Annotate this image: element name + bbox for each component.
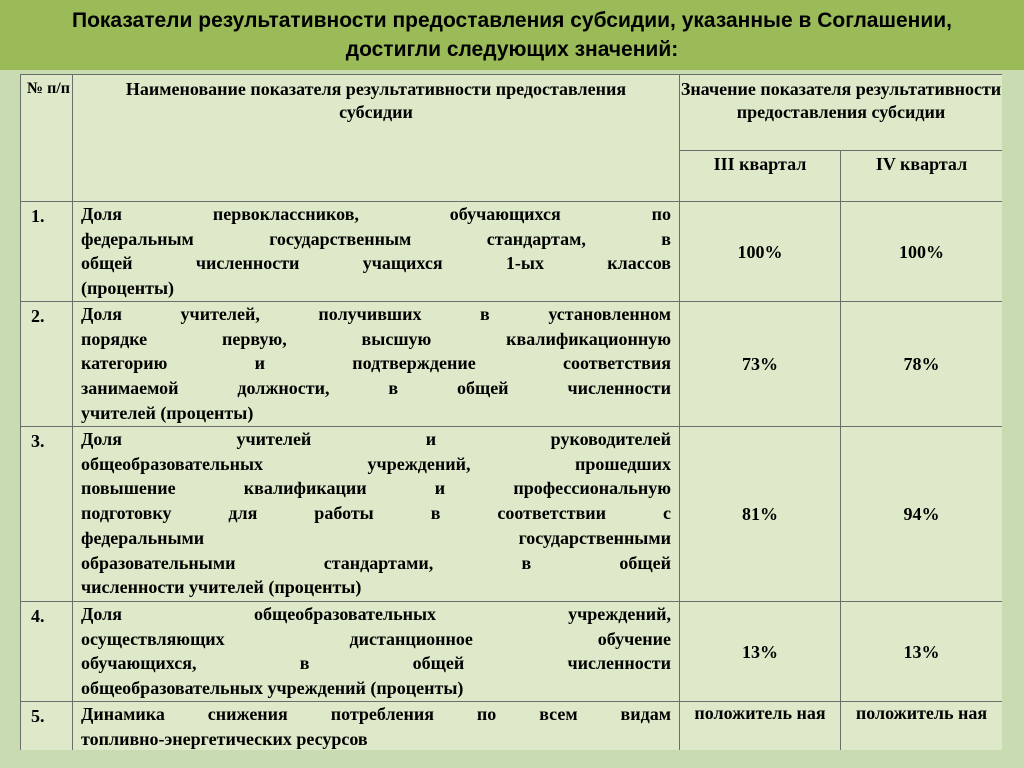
value-q3: 100% bbox=[680, 202, 841, 302]
table-body bbox=[21, 202, 1003, 751]
value-q4: 94% bbox=[841, 427, 1003, 602]
header-name: Наименование показателя результативности предоставления субсидии bbox=[73, 75, 680, 202]
indicator-name-line: осуществляющих дистанционное обучение bbox=[81, 628, 671, 649]
row-number: 2. bbox=[21, 302, 73, 427]
row-number: 4. bbox=[21, 602, 73, 702]
indicator-name-line: топливно-энергетических ресурсов bbox=[81, 728, 368, 749]
indicator-name-line: повышение квалификации и профессиональную bbox=[81, 478, 671, 499]
indicator-name-line: категорию и подтверждение соответствия bbox=[81, 353, 671, 374]
indicator-name-line: Доля общеобразовательных учреждений, bbox=[81, 604, 671, 624]
indicator-name-line: федеральными государственными bbox=[81, 527, 671, 548]
value-q3: 81% bbox=[680, 427, 841, 602]
value-q3: положитель ная bbox=[680, 702, 841, 751]
table-row bbox=[21, 702, 1003, 751]
slide-title bbox=[0, 0, 1024, 70]
header-num: № п/п bbox=[21, 75, 73, 202]
table-row bbox=[21, 602, 1003, 702]
indicator-name-line: (проценты) bbox=[81, 278, 174, 299]
indicator-name bbox=[73, 202, 680, 302]
indicator-name-line: Динамика снижения потребления по всем видам bbox=[81, 704, 671, 724]
indicator-name-line: подготовку для работы в соответствии с bbox=[81, 503, 671, 524]
indicator-name-line: Доля учителей и руководителей bbox=[81, 429, 671, 449]
indicator-name-line: численности учителей (проценты) bbox=[81, 577, 362, 598]
title-line-1: Показатели результативности предоставления субсидии, указанные в Соглашении, bbox=[71, 9, 952, 32]
indicator-name-line: обучающихся, в общей численности bbox=[81, 653, 671, 674]
table-row bbox=[21, 302, 1003, 427]
indicator-name-line: общеобразовательных учреждений, прошедших bbox=[81, 453, 671, 474]
value-q3: 73% bbox=[680, 302, 841, 427]
value-q4: 78% bbox=[841, 302, 1003, 427]
indicator-name bbox=[73, 302, 680, 427]
indicator-name-line: Доля первоклассников, обучающихся по bbox=[81, 204, 671, 224]
indicator-name-line: образовательными стандартами, в общей bbox=[81, 552, 671, 573]
value-q4: 13% bbox=[841, 602, 1003, 702]
header-q4: IV квартал bbox=[841, 151, 1003, 202]
indicator-name-line: федеральным государственным стандартам, в bbox=[81, 228, 671, 249]
indicator-name bbox=[73, 427, 680, 602]
title-line-2: достигли следующих значений: bbox=[345, 38, 679, 61]
value-q4: положитель ная bbox=[841, 702, 1003, 751]
table-row bbox=[21, 202, 1003, 302]
header-value: Значение показателя результативности предоставления субсидии bbox=[680, 75, 1003, 151]
indicators-table bbox=[20, 74, 1002, 750]
indicator-name-line: учителей (проценты) bbox=[81, 402, 254, 423]
indicator-name-line: Доля учителей, получивших в установленном bbox=[81, 304, 671, 324]
header-q3: III квартал bbox=[680, 151, 841, 202]
indicator-name bbox=[73, 602, 680, 702]
value-q3: 13% bbox=[680, 602, 841, 702]
value-q4: 100% bbox=[841, 202, 1003, 302]
indicator-name-line: порядке первую, высшую квалификационную bbox=[81, 328, 671, 349]
indicator-name-line: занимаемой должности, в общей численности bbox=[81, 378, 671, 399]
indicator-name bbox=[73, 702, 680, 751]
indicator-name-line: общей численности учащихся 1-ых классов bbox=[81, 253, 671, 274]
row-number: 5. bbox=[21, 702, 73, 751]
row-number: 1. bbox=[21, 202, 73, 302]
indicators-table-container bbox=[20, 74, 1002, 750]
table-row bbox=[21, 427, 1003, 602]
row-number: 3. bbox=[21, 427, 73, 602]
indicator-name-line: общеобразовательных учреждений (проценты) bbox=[81, 678, 464, 699]
